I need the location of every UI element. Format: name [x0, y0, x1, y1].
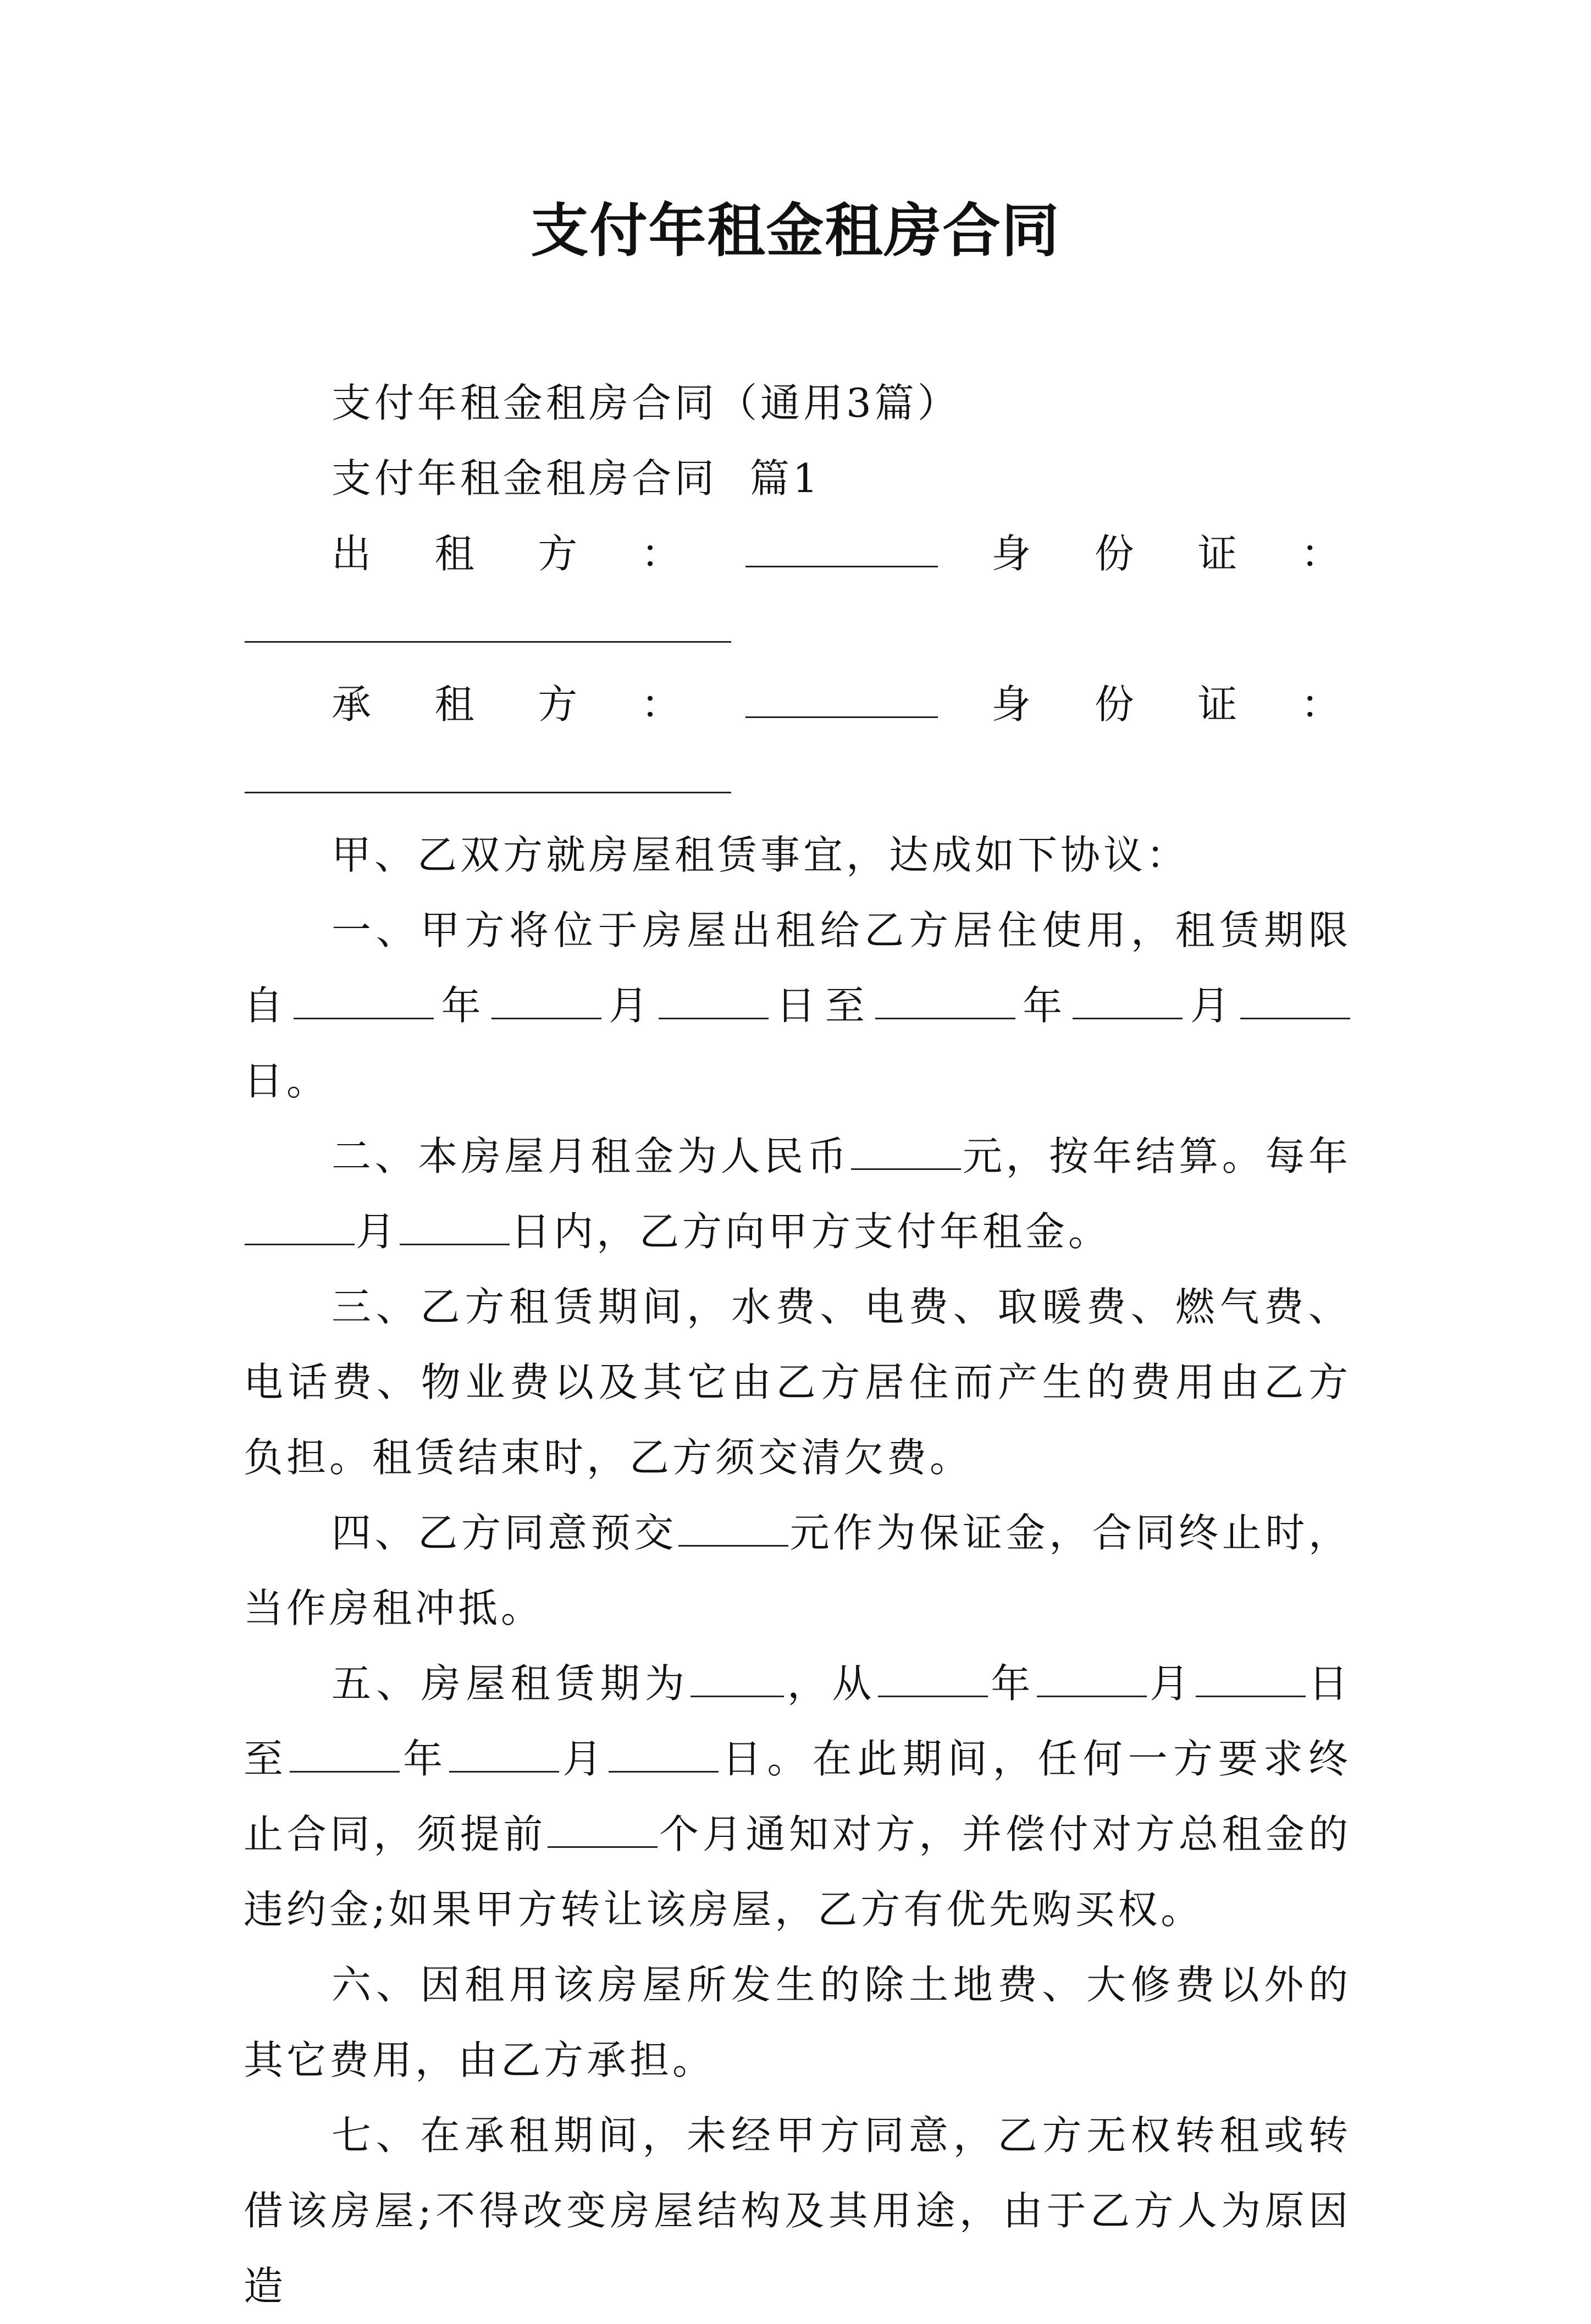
clause-2-text: 日内，乙方向甲方支付年租金。 — [511, 1208, 1112, 1255]
lessor-label: 出租方： — [332, 531, 744, 577]
clause-1 — [244, 893, 1351, 1119]
start-day-blank — [659, 980, 769, 1019]
from-year-blank — [878, 1658, 988, 1697]
clause-2-text: 元，按年结算。每年 — [962, 1133, 1351, 1179]
clause-5-text: 日。在此期间，任何一方要求终止合同，须提前 — [244, 1736, 1351, 1857]
lessor-id-blank — [245, 604, 731, 643]
start-year-blank — [294, 980, 434, 1019]
term-blank — [690, 1658, 784, 1697]
to-day-blank — [609, 1734, 719, 1773]
month-label: 月 — [1147, 1660, 1195, 1707]
section-label: 篇1 — [749, 455, 821, 501]
document-title: 支付年租金租房合同 — [531, 197, 1060, 264]
year-label: 年 — [988, 1660, 1036, 1707]
year-label: 年 — [435, 982, 490, 1029]
end-year-blank — [875, 980, 1015, 1019]
clause-2-text: 二、本房屋月租金为人民币 — [332, 1133, 850, 1179]
month-label: 月 — [602, 982, 658, 1029]
start-month-blank — [491, 980, 601, 1019]
clause-4-text: 四、乙方同意预交 — [332, 1510, 677, 1556]
day-to-label: 日至 — [244, 1660, 1351, 1782]
lessor-name-blank — [745, 528, 938, 567]
month-label: 月 — [356, 1208, 399, 1255]
month-label: 月 — [1184, 982, 1239, 1029]
rent-amount-blank — [851, 1131, 961, 1170]
notice-months-blank — [548, 1809, 658, 1848]
year-label: 年 — [1016, 982, 1072, 1029]
clause-3: 三、乙方租赁期间，水费、电费、取暖费、燃气费、电话费、物业费以及其它由乙方居住而产生的费用由乙方负担。租赁结束时，乙方须交清欠费。 — [244, 1284, 1351, 1481]
lessee-line — [244, 667, 1351, 818]
clause-5-text: 五、房屋租赁期为 — [332, 1660, 690, 1707]
year-label: 年 — [401, 1736, 449, 1782]
from-month-blank — [1037, 1658, 1147, 1697]
clause-5-text: ，从 — [785, 1660, 877, 1707]
clause-4 — [244, 1495, 1351, 1646]
to-year-blank — [290, 1734, 400, 1773]
clause-4-text: 元作为保证金，合同终止时，当作房租冲抵。 — [244, 1510, 1351, 1631]
day-to-label: 日至 — [770, 982, 874, 1029]
clause-7: 七、在承租期间，未经甲方同意，乙方无权转租或转借该房屋;不得改变房屋结构及其用途，由于乙方人为原因造 — [244, 2112, 1351, 2309]
clause-2 — [244, 1119, 1351, 1269]
pay-day-blank — [400, 1206, 510, 1245]
subtitle: 支付年租金租房合同（通用3篇） — [332, 380, 960, 426]
end-month-blank — [1073, 980, 1183, 1019]
lessor-line — [244, 516, 1351, 667]
section-heading — [244, 441, 1351, 516]
clause-5-text: 个月通知对方，并偿付对方总租金的违约金;如果甲方转让该房屋，乙方有优先购买权。 — [244, 1811, 1351, 1933]
end-day-blank — [1240, 980, 1350, 1019]
from-day-blank — [1196, 1658, 1306, 1697]
clause-5 — [244, 1646, 1351, 1947]
clause-1-text: 一、甲方将位于房屋出租给乙方居住使用，租赁期限自 — [244, 907, 1351, 1029]
month-label: 月 — [560, 1736, 608, 1782]
section-name: 支付年租金租房合同 — [332, 455, 718, 501]
lessee-id-blank — [245, 754, 731, 793]
lessee-label: 承租方： — [332, 681, 744, 727]
day-end-label: 日。 — [244, 1058, 330, 1104]
clause-6: 六、因租用该房屋所发生的除土地费、大修费以外的其它费用，由乙方承担。 — [244, 1962, 1351, 2083]
lessee-id-label: 身份证： — [938, 681, 1351, 727]
pay-month-blank — [245, 1206, 355, 1245]
intro-paragraph: 甲、乙双方就房屋租赁事宜，达成如下协议： — [332, 832, 1190, 878]
lessor-id-label: 身份证： — [938, 531, 1351, 577]
to-month-blank — [449, 1734, 559, 1773]
deposit-blank — [678, 1508, 788, 1547]
document-body — [244, 366, 1351, 2324]
lessee-name-blank — [745, 679, 938, 718]
